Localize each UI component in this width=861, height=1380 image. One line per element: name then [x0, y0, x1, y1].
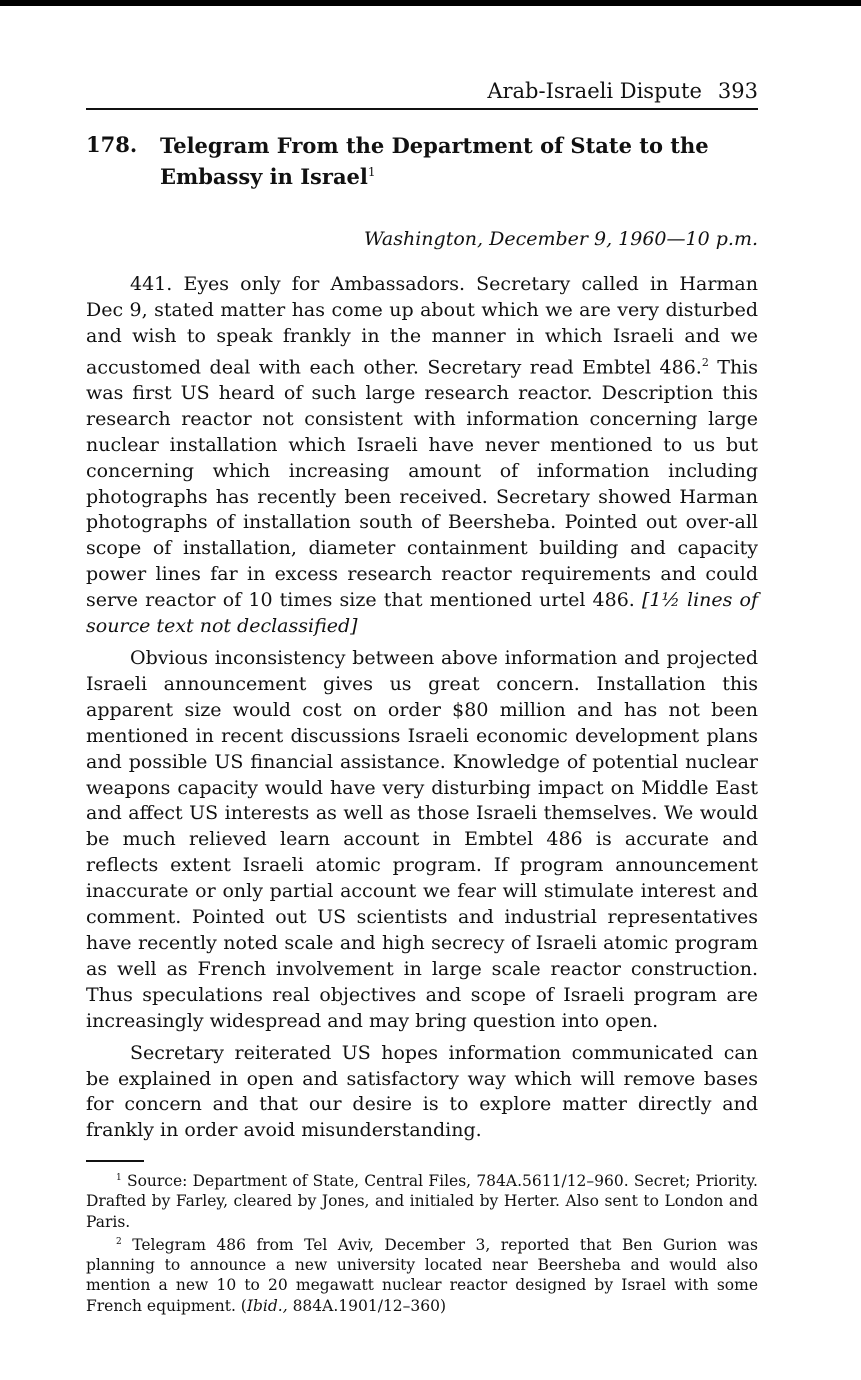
footnote-1-mark: 1: [116, 1173, 122, 1183]
footnote-2-mark: 2: [116, 1236, 122, 1247]
paragraph-1-text-b: This was first US heard of such large research reactor. Description this research reactor not consistent with information concerning large nuclear installation which Israeli have never mentioned to us but concerning which increasing amount of information including photographs has recently been received. Secretary showed Harman photographs of installation south of Beersheba. Pointed out over-all scope of installation, diameter containment building and capacity power lines far in excess research reactor requirements and could serve reactor of 10 times size that mentioned urtel 486.: [86, 356, 759, 612]
page-top-edge: [0, 0, 861, 6]
footnote-divider: [86, 1160, 144, 1162]
footnote-2-ibid: Ibid.,: [246, 1296, 288, 1315]
paragraph-1: [86, 272, 758, 640]
running-head-title: Arab-Israeli Dispute: [487, 79, 702, 103]
running-head: [86, 76, 758, 110]
dateline: Washington, December 9, 1960—10 p.m.: [364, 228, 758, 250]
footnote-2-text: Telegram 486 from Tel Aviv, December 3, reported that Ben Gurion was planning to announce a new university located near Beersheba and would also mention a new 10 to 20 megawatt nuclear reactor designed by Israel with some French equipment. (: [86, 1235, 758, 1315]
page-number: 393: [717, 79, 758, 103]
footnote-ref-1: 1: [367, 165, 376, 179]
paragraph-2: Obvious inconsistency between above information and projected Israeli announcement gives us great concern. Installation this apparent size would cost on order $80 million and has not been mentioned in recent discussions Israeli economic development plans and possible US financial assistance. Knowledge of potential nuclear weapons capacity would have very disturbing impact on Middle East and affect US interests as well as those Israeli themselves. We would be much relieved learn account in Embtel 486 is accurate and reflects extent Israeli atomic program. If program announcement inaccurate or only partial account we fear will stimulate interest and comment. Pointed out US scientists and industrial representatives have recently noted scale and high secrecy of Israeli atomic program as well as French involvement in large scale reactor construction. Thus speculations real objectives and scope of Israeli program are increasingly widespread and may bring question into open.: [86, 647, 758, 1032]
document-number: 178.: [86, 132, 138, 157]
paragraph-3: Secretary reiterated US hopes information communicated can be explained in open and satisfactory way which will remove bases for concern and that our desire is to explore matter directly and frankly in order avoid misunderstanding.: [86, 1041, 758, 1142]
footnote-1: [86, 1168, 758, 1232]
undeclassified-note: [1½ lines of source text not declassified]: [86, 589, 758, 638]
footnote-2: [86, 1232, 758, 1316]
document-title-text: Telegram From the Department of State to the Embassy in Israel: [160, 133, 709, 189]
document-title: [160, 132, 760, 190]
footnote-ref-2: 2: [701, 355, 709, 369]
paragraph-1-text-a: 441. Eyes only for Ambassadors. Secretary called in Harman Dec 9, stated matter has come up about which we are very disturbed and wish to speak frankly in the manner in which Israeli and we accustomed deal with each other. Secretary read Embtel 486.: [86, 273, 758, 379]
telegram-body: [86, 272, 758, 1150]
footnote-1-text: Source: Department of State, Central Files, 784A.5611/12–960. Secret; Priority. Drafted by Farley, cleared by Jones, and initialed by Herter. Also sent to London and Paris.: [86, 1172, 758, 1231]
footnote-2-end: 884A.1901/12–360): [287, 1296, 447, 1315]
footnotes: [86, 1168, 758, 1316]
